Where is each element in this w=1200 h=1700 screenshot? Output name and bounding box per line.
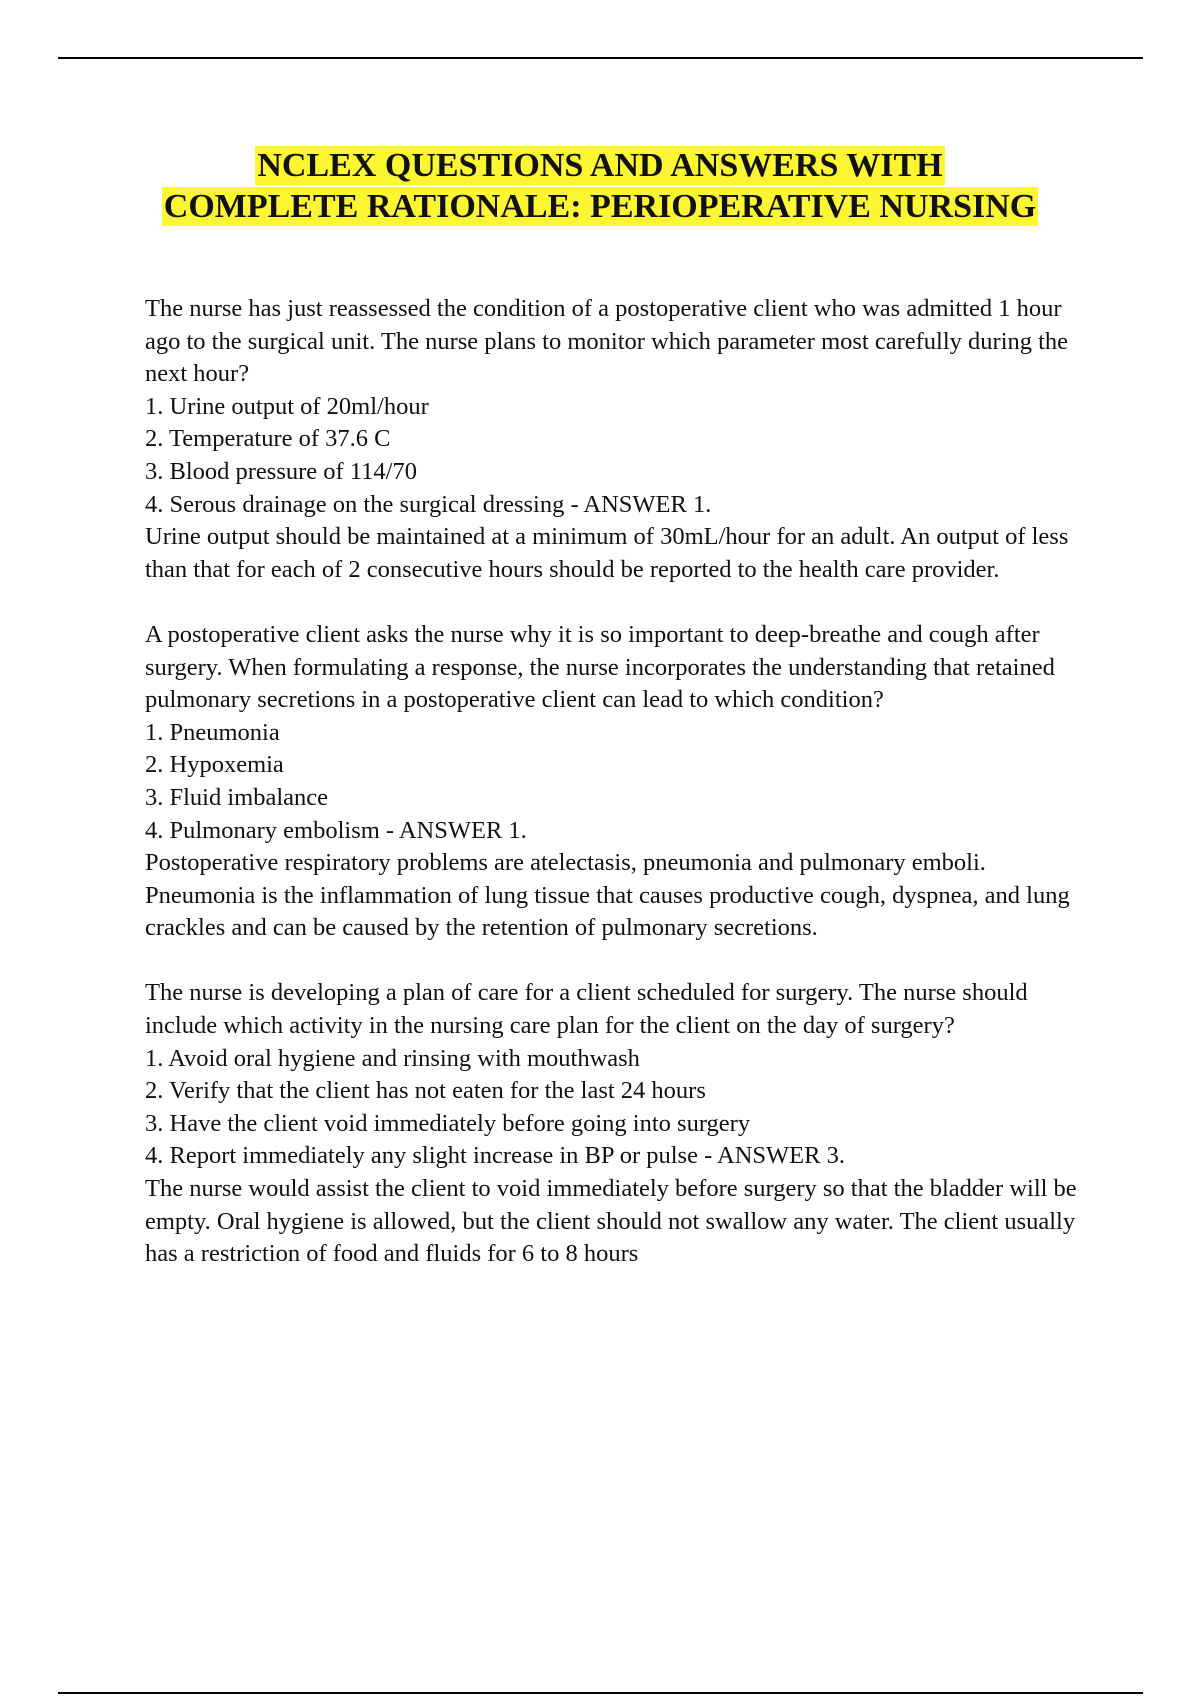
top-rule [58, 57, 1143, 59]
answer-option-4: 4. Serous drainage on the surgical dressing - ANSWER 1. [145, 490, 712, 518]
answer-option-4: 4. Pulmonary embolism - ANSWER 1. [145, 816, 527, 844]
rationale: Postoperative respiratory problems are atelectasis, pneumonia and pulmonary emboli. Pneumonia is the inflammation of lung tissue that causes productive cough, dyspnea, and lung crackles and can be caused by the retention of pulmonary secretions. [145, 849, 1070, 942]
question-stem: The nurse has just reassessed the condition of a postoperative client who was admitted 1 hour ago to the surgical unit. The nurse plans to monitor which parameter most carefully during the next hour? [145, 295, 1069, 388]
answer-option-2: 2. Temperature of 37.6 C [145, 425, 391, 453]
rationale: The nurse would assist the client to void immediately before surgery so that the bladder will be empty. Oral hygiene is allowed, but the client should not swallow any water. The client usually has a restriction of food and fluids for 6 to 8 hours [145, 1175, 1077, 1268]
answer-option-3: 3. Blood pressure of 114/70 [145, 457, 417, 485]
title-line-2: COMPLETE RATIONALE: PERIOPERATIVE NURSING [163, 188, 1037, 225]
title-line-1: NCLEX QUESTIONS AND ANSWERS WITH [257, 147, 943, 184]
bottom-rule [58, 1692, 1143, 1694]
answer-option-3: 3. Fluid imbalance [145, 783, 329, 811]
answer-option-2: 2. Hypoxemia [145, 751, 284, 779]
rationale: Urine output should be maintained at a minimum of 30mL/hour for an adult. An output of less than that for each of 2 consecutive hours should be reported to the health care provider. [145, 523, 1069, 583]
document-body [145, 293, 1095, 1303]
question-stem: A postoperative client asks the nurse why it is so important to deep-breathe and cough after surgery. When formulating a response, the nurse incorporates the understanding that retained pulmonary secretions in a postoperative client can lead to which condition? [145, 620, 1055, 714]
answer-option-3: 3. Have the client void immediately before going into surgery [145, 1109, 751, 1137]
answer-options [145, 391, 1095, 521]
question-block-1 [145, 293, 1095, 586]
answer-option-1: 1. Pneumonia [145, 718, 280, 746]
question-stem: The nurse is developing a plan of care for a client scheduled for surgery. The nurse should include which activity in the nursing care plan for the client on the day of surgery? [145, 979, 1028, 1040]
document-title [0, 145, 1200, 227]
answer-option-2: 2. Verify that the client has not eaten for the last 24 hours [145, 1077, 706, 1105]
question-block-3 [145, 977, 1095, 1270]
answer-option-1: 1. Urine output of 20ml/hour [145, 392, 429, 420]
answer-option-4: 4. Report immediately any slight increase in BP or pulse - ANSWER 3. [145, 1142, 845, 1170]
answer-options [145, 1043, 1095, 1173]
answer-option-1: 1. Avoid oral hygiene and rinsing with mouthwash [145, 1044, 640, 1072]
question-block-2 [145, 619, 1095, 945]
answer-options [145, 717, 1095, 847]
